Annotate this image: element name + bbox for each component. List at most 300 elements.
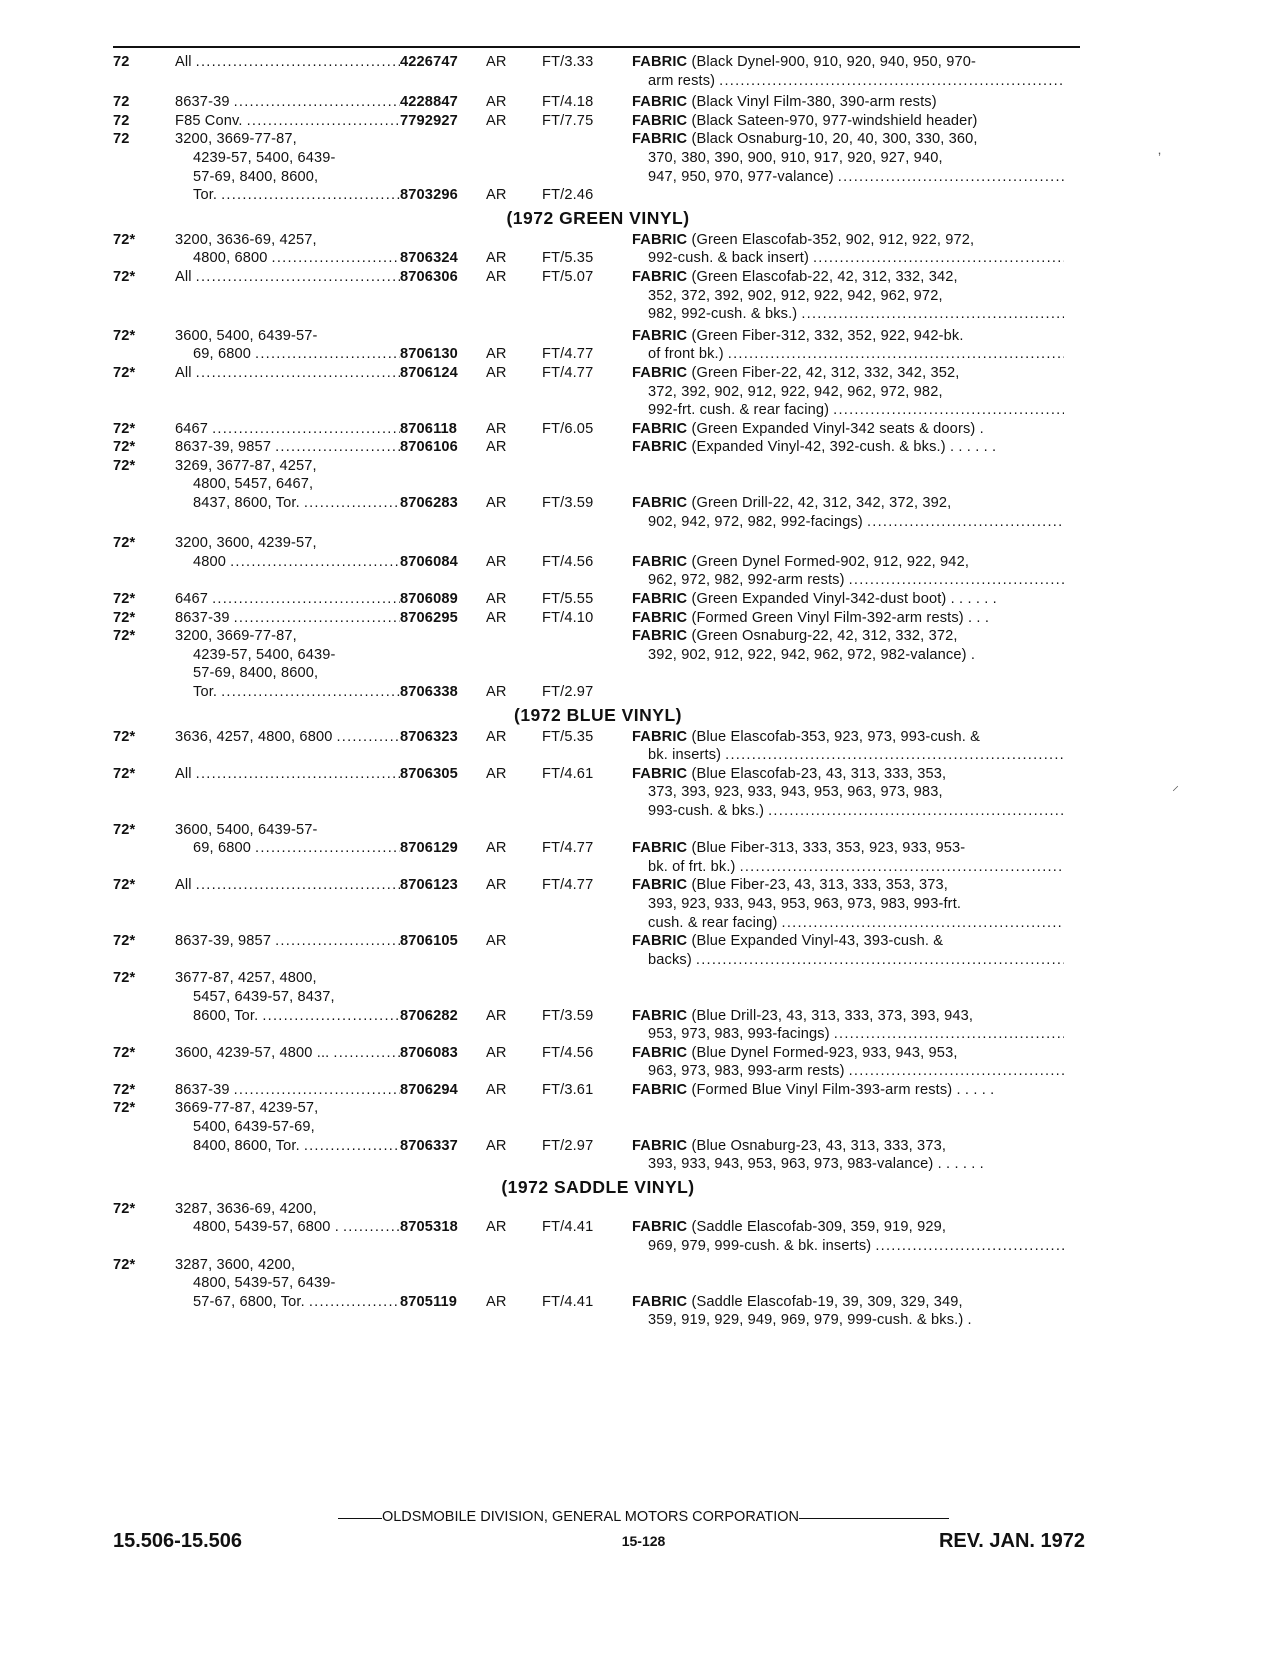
- leader-dots: [192, 268, 400, 287]
- part-number: [400, 821, 486, 858]
- description-text: (Green Elascofab-352, 902, 912, 922, 972,: [687, 231, 975, 248]
- parts-row: [113, 932, 1083, 969]
- description-text: of front bk.): [648, 346, 724, 363]
- part-description: [632, 364, 1064, 420]
- part-number: [400, 609, 486, 628]
- part-number: [400, 876, 486, 895]
- parts-row: [113, 53, 1083, 90]
- description-keyword: FABRIC: [632, 609, 688, 626]
- model-text: 3287, 3600, 4200,: [175, 1256, 296, 1273]
- description-text: (Formed Green Vinyl Film-392-arm rests) . . .: [687, 609, 990, 626]
- unit-price-value: FT/5.35: [542, 728, 594, 745]
- description-text: (Formed Blue Vinyl Film-393-arm rests) . . . . .: [687, 1081, 995, 1098]
- description-text: 969, 979, 999-cush. & bk. inserts): [648, 1238, 872, 1255]
- description-line: [632, 1256, 1064, 1275]
- model-line: [175, 457, 400, 476]
- part-description: [632, 534, 1064, 590]
- parts-row: [113, 1081, 1083, 1100]
- model-line: [175, 364, 400, 383]
- description-line: [632, 231, 1064, 250]
- part-number-value: 8706294: [400, 1081, 458, 1098]
- description-line: [632, 1218, 1064, 1237]
- description-text: (Saddle Elascofab-19, 39, 309, 329, 349,: [687, 1293, 963, 1310]
- part-number: [400, 590, 486, 609]
- description-keyword: FABRIC: [632, 112, 688, 129]
- model-numbers: [175, 1081, 400, 1100]
- model-text: 8637-39, 9857: [175, 439, 272, 456]
- model-numbers: [175, 609, 400, 628]
- part-number-value: 8703296: [400, 187, 458, 204]
- model-text: 3600, 5400, 6439-57-: [175, 327, 318, 344]
- description-line: [632, 438, 1064, 457]
- description-line: [632, 149, 1064, 168]
- part-description: [632, 327, 1064, 364]
- unit-price-value: FT/5.35: [542, 250, 594, 267]
- unit-price-value: FT/3.59: [542, 495, 594, 512]
- part-number: [400, 1044, 486, 1063]
- description-text: 392, 902, 912, 922, 942, 962, 972, 982-valance) .: [648, 646, 976, 663]
- model-numbers: [175, 457, 400, 513]
- model-text: 57-67, 6800, Tor.: [193, 1293, 305, 1310]
- leader-dots: [863, 513, 1064, 532]
- part-description: [632, 1081, 1064, 1100]
- model-numbers: [175, 1099, 400, 1155]
- part-number: [400, 932, 486, 951]
- unit-price-value: FT/5.55: [542, 591, 594, 608]
- part-description: [632, 627, 1064, 664]
- unit-price-value: FT/3.59: [542, 1007, 594, 1024]
- model-text: All: [175, 268, 192, 285]
- parts-row: [113, 728, 1083, 765]
- leader-dots: [871, 1237, 1064, 1256]
- model-year: 72*: [113, 535, 136, 552]
- description-keyword: FABRIC: [632, 268, 688, 285]
- part-description: [632, 876, 1064, 932]
- quantity: [486, 728, 542, 747]
- description-line: [632, 932, 1064, 951]
- description-line: [632, 914, 1064, 933]
- unit-price: [542, 765, 632, 784]
- section-heading: (1972 GREEN VINYL): [506, 207, 690, 228]
- part-number: [400, 420, 486, 439]
- description-text: 359, 919, 929, 949, 969, 979, 999-cush. & bks.) .: [648, 1312, 972, 1329]
- description-line: [632, 130, 1064, 149]
- leader-dots: [736, 858, 1064, 877]
- quantity-value: AR: [486, 840, 507, 857]
- model-line: [175, 646, 400, 665]
- quantity-value: AR: [486, 54, 507, 70]
- model-line: [175, 268, 400, 287]
- footer-company: [0, 1509, 1287, 1525]
- parts-row: [113, 590, 1083, 609]
- model-line: [175, 1293, 400, 1312]
- description-text: 372, 392, 902, 912, 922, 942, 962, 972, 982,: [648, 383, 943, 400]
- quantity: [486, 609, 542, 628]
- model-line: [175, 839, 400, 858]
- model-text: 8437, 8600, Tor.: [193, 495, 300, 512]
- description-text: (Blue Fiber-23, 43, 313, 333, 353, 373,: [687, 877, 948, 894]
- leader-dots: [258, 1007, 400, 1026]
- description-line: [632, 475, 1064, 494]
- model-text: 4800, 5439-57, 6439-: [193, 1275, 336, 1292]
- description-text: (Green Drill-22, 42, 312, 342, 372, 392,: [687, 495, 952, 512]
- model-text: 69, 6800: [193, 840, 252, 857]
- model-year: 72*: [113, 970, 136, 987]
- description-line: [632, 1293, 1064, 1312]
- part-description: [632, 1200, 1064, 1256]
- unit-price-value: FT/4.77: [542, 877, 594, 894]
- description-line: [632, 609, 1064, 628]
- leader-dots: [226, 553, 400, 572]
- parts-list: [113, 53, 1083, 1330]
- parts-row: [113, 457, 1083, 531]
- model-text: 3200, 3669-77-87,: [175, 628, 297, 645]
- part-number: [400, 1081, 486, 1100]
- description-line: [632, 345, 1064, 364]
- leader-dots: [845, 1062, 1064, 1081]
- quantity: [486, 112, 542, 131]
- quantity: [486, 765, 542, 784]
- model-line: [175, 112, 400, 131]
- description-keyword: FABRIC: [632, 933, 688, 950]
- part-description: [632, 53, 1064, 90]
- section-number: 15.506-15.506: [113, 1530, 243, 1552]
- leader-dots: [300, 1137, 400, 1156]
- unit-price: [542, 1044, 632, 1063]
- model-text: 4239-57, 5400, 6439-: [193, 149, 336, 166]
- model-numbers: [175, 534, 400, 571]
- model-line: [175, 590, 400, 609]
- model-numbers: [175, 728, 400, 747]
- model-text: 5400, 6439-57-69,: [193, 1119, 315, 1136]
- description-text: (Blue Drill-23, 43, 313, 333, 373, 393, 943,: [687, 1007, 974, 1024]
- page-number: 15-128: [621, 1533, 666, 1549]
- model-line: [175, 1081, 400, 1100]
- description-line: [632, 93, 1064, 112]
- unit-price: [542, 1256, 632, 1312]
- model-numbers: [175, 327, 400, 364]
- description-keyword: FABRIC: [632, 765, 688, 782]
- description-line: [632, 988, 1064, 1007]
- model-year: 72*: [113, 1044, 136, 1061]
- model-year: 72*: [113, 457, 136, 474]
- unit-price: [542, 268, 632, 287]
- part-number-value: 8706084: [400, 553, 458, 570]
- quantity-value: AR: [486, 1293, 507, 1310]
- model-year: 72*: [113, 420, 136, 437]
- quantity: [486, 821, 542, 858]
- description-line: [632, 1007, 1064, 1026]
- parts-row: [113, 231, 1083, 268]
- description-keyword: FABRIC: [632, 840, 688, 857]
- unit-price-value: FT/4.56: [542, 553, 594, 570]
- model-text: 3200, 3636-69, 4257,: [175, 231, 317, 248]
- model-year: 72*: [113, 439, 136, 456]
- leader-dots: [764, 802, 1064, 821]
- description-text: 947, 950, 970, 977-valance): [648, 168, 834, 185]
- description-keyword: FABRIC: [632, 364, 688, 381]
- leader-dots: [333, 728, 401, 747]
- description-line: [632, 327, 1064, 346]
- part-number-value: 8706323: [400, 728, 458, 745]
- model-text: All: [175, 765, 192, 782]
- parts-row: [113, 1200, 1083, 1256]
- parts-row: [113, 420, 1083, 439]
- unit-price: [542, 1081, 632, 1100]
- description-line: [632, 1311, 1064, 1330]
- description-line: [632, 1044, 1064, 1063]
- quantity-value: AR: [486, 1081, 507, 1098]
- quantity: [486, 420, 542, 439]
- quantity: [486, 590, 542, 609]
- part-description: [632, 1099, 1064, 1173]
- quantity: [486, 932, 542, 951]
- quantity-value: AR: [486, 250, 507, 267]
- model-line: [175, 420, 400, 439]
- model-line: [175, 534, 400, 553]
- part-number: [400, 268, 486, 287]
- model-line: [175, 1200, 400, 1219]
- quantity-value: AR: [486, 187, 507, 204]
- part-number-value: 4226747: [400, 54, 458, 70]
- unit-price: [542, 821, 632, 858]
- leader-dots: [834, 168, 1064, 187]
- part-description: [632, 231, 1064, 268]
- leader-dots: [329, 1044, 400, 1063]
- description-line: [632, 494, 1064, 513]
- model-text: 3269, 3677-87, 4257,: [175, 457, 317, 474]
- unit-price: [542, 420, 632, 439]
- part-number: [400, 1200, 486, 1237]
- quantity: [486, 1256, 542, 1312]
- unit-price: [542, 969, 632, 1025]
- unit-price-value: FT/4.61: [542, 765, 594, 782]
- part-number: [400, 457, 486, 513]
- part-number: [400, 627, 486, 701]
- model-line: [175, 53, 400, 72]
- parts-row: [113, 1044, 1083, 1081]
- description-line: [632, 1025, 1064, 1044]
- model-year: 72*: [113, 877, 136, 894]
- description-keyword: FABRIC: [632, 877, 688, 894]
- quantity: [486, 457, 542, 513]
- leader-dots: [230, 609, 400, 628]
- description-keyword: FABRIC: [632, 54, 688, 70]
- description-line: [632, 457, 1064, 476]
- part-description: [632, 130, 1064, 186]
- unit-price-value: FT/4.18: [542, 94, 594, 111]
- quantity: [486, 534, 542, 571]
- part-number: [400, 1256, 486, 1312]
- description-keyword: FABRIC: [632, 1044, 688, 1061]
- parts-row: [113, 327, 1083, 364]
- parts-row: [113, 268, 1083, 324]
- leader-dots: [192, 53, 400, 72]
- description-keyword: FABRIC: [632, 420, 688, 437]
- model-line: [175, 93, 400, 112]
- quantity: [486, 93, 542, 112]
- part-description: [632, 1044, 1064, 1081]
- unit-price: [542, 1200, 632, 1237]
- unit-price-value: FT/2.97: [542, 684, 594, 700]
- description-line: [632, 401, 1064, 420]
- leader-dots: [692, 951, 1064, 970]
- part-description: [632, 932, 1064, 969]
- model-line: [175, 231, 400, 250]
- description-line: [632, 728, 1064, 747]
- part-number-value: 8706089: [400, 591, 458, 608]
- description-line: [632, 112, 1064, 131]
- model-numbers: [175, 268, 400, 287]
- part-number: [400, 130, 486, 204]
- leader-dots: [778, 914, 1064, 933]
- description-text: [632, 534, 652, 553]
- description-text: (Blue Dynel Formed-923, 933, 943, 953,: [687, 1044, 958, 1061]
- description-line: [632, 1099, 1064, 1118]
- description-text: (Green Dynel Formed-902, 912, 922, 942,: [687, 553, 970, 570]
- unit-price: [542, 130, 632, 204]
- description-text: [632, 1256, 652, 1275]
- part-number-value: 8706083: [400, 1044, 458, 1061]
- part-number-value: 4228847: [400, 94, 458, 111]
- model-text: 4800, 5439-57, 6800 .: [193, 1219, 339, 1236]
- model-year: 72*: [113, 1081, 136, 1098]
- model-text: 8637-39: [175, 94, 230, 111]
- model-line: [175, 149, 400, 168]
- leader-dots: [230, 93, 400, 112]
- description-line: [632, 839, 1064, 858]
- model-numbers: [175, 93, 400, 112]
- model-line: [175, 168, 400, 187]
- model-line: [175, 438, 400, 457]
- description-line: [632, 765, 1064, 784]
- quantity-value: AR: [486, 1219, 507, 1236]
- scan-mark: ⸝: [1172, 777, 1179, 793]
- part-description: [632, 93, 1064, 112]
- unit-price-value: FT/3.33: [542, 54, 594, 70]
- leader-dots: [217, 683, 400, 702]
- model-line: [175, 475, 400, 494]
- unit-price-value: FT/4.41: [542, 1219, 594, 1236]
- model-year: 72*: [113, 1256, 136, 1273]
- model-text: All: [175, 364, 192, 381]
- model-line: [175, 345, 400, 364]
- model-numbers: [175, 364, 400, 383]
- description-text: (Black Osnaburg-10, 20, 40, 300, 330, 360,: [687, 131, 978, 148]
- quantity-value: AR: [486, 495, 507, 512]
- description-keyword: FABRIC: [632, 327, 688, 344]
- part-number-value: 8706106: [400, 439, 458, 456]
- section-heading: (1972 SADDLE VINYL): [501, 1176, 695, 1197]
- description-line: [632, 1274, 1064, 1293]
- model-line: [175, 1274, 400, 1293]
- description-text: (Black Vinyl Film-380, 390-arm rests): [687, 94, 937, 111]
- part-description: [632, 821, 1064, 877]
- part-number-value: 8706283: [400, 495, 458, 512]
- model-text: 8637-39, 9857: [175, 933, 272, 950]
- description-text: 393, 933, 943, 953, 963, 973, 983-valance) . . . . . .: [648, 1156, 984, 1173]
- part-description: [632, 1256, 1064, 1330]
- unit-price-value: FT/4.10: [542, 609, 594, 626]
- quantity-value: AR: [486, 1007, 507, 1024]
- description-line: [632, 1200, 1064, 1219]
- model-numbers: [175, 590, 400, 609]
- model-numbers: [175, 130, 400, 204]
- leader-dots: [192, 876, 400, 895]
- model-text: 57-69, 8400, 8600,: [193, 168, 319, 185]
- description-text: (Black Dynel-900, 910, 920, 940, 950, 970-: [687, 54, 977, 70]
- description-text: 993-cush. & bks.): [648, 802, 765, 819]
- unit-price-value: FT/4.77: [542, 364, 594, 381]
- model-numbers: [175, 876, 400, 895]
- model-year: 72*: [113, 821, 136, 838]
- description-line: [632, 1062, 1064, 1081]
- model-text: 4800: [193, 553, 227, 570]
- part-number-value: 7792927: [400, 112, 458, 129]
- description-text: 982, 992-cush. & bks.): [648, 306, 798, 323]
- leader-dots: [809, 249, 1064, 268]
- part-number: [400, 231, 486, 268]
- model-line: [175, 932, 400, 951]
- model-text: 8600, Tor.: [193, 1007, 259, 1024]
- description-text: (Blue Elascofab-353, 923, 973, 993-cush. &: [687, 728, 981, 745]
- description-line: [632, 268, 1064, 287]
- description-text: [632, 1099, 652, 1118]
- part-description: [632, 590, 1064, 609]
- description-line: [632, 895, 1064, 914]
- model-text: 8637-39: [175, 1081, 230, 1098]
- description-line: [632, 1155, 1064, 1174]
- parts-row: [113, 876, 1083, 932]
- parts-row: [113, 1099, 1083, 1173]
- unit-price: [542, 627, 632, 701]
- model-line: [175, 1137, 400, 1156]
- unit-price-value: FT/3.61: [542, 1081, 594, 1098]
- section-heading: (1972 BLUE VINYL): [514, 704, 682, 725]
- quantity: [486, 1044, 542, 1063]
- description-line: [632, 746, 1064, 765]
- part-number-value: 8706295: [400, 609, 458, 626]
- unit-price: [542, 93, 632, 112]
- quantity-value: AR: [486, 684, 507, 700]
- model-text: 5457, 6439-57, 8437,: [193, 988, 335, 1005]
- leader-dots: [243, 112, 400, 131]
- description-text: bk. inserts): [648, 747, 722, 764]
- part-number-value: 8706282: [400, 1007, 458, 1024]
- unit-price-value: FT/4.77: [542, 346, 594, 363]
- model-numbers: [175, 627, 400, 701]
- description-text: 953, 973, 983, 993-facings): [648, 1026, 830, 1043]
- description-text: 370, 380, 390, 900, 910, 917, 920, 927, 940,: [648, 149, 943, 166]
- parts-row: [113, 969, 1083, 1043]
- description-keyword: FABRIC: [632, 1219, 688, 1236]
- description-keyword: FABRIC: [632, 94, 688, 111]
- parts-row: [113, 438, 1083, 457]
- model-text: 3636, 4257, 4800, 6800: [175, 728, 333, 745]
- part-number: [400, 728, 486, 747]
- part-description: [632, 969, 1064, 1043]
- model-line: [175, 186, 400, 205]
- part-number: [400, 1099, 486, 1155]
- parts-row: [113, 364, 1083, 420]
- part-number-value: 8706324: [400, 250, 458, 267]
- quantity-value: AR: [486, 728, 507, 745]
- description-text: [632, 1200, 652, 1219]
- description-keyword: FABRIC: [632, 591, 688, 608]
- unit-price-value: FT/4.77: [542, 840, 594, 857]
- unit-price: [542, 327, 632, 364]
- description-text: (Green Fiber-312, 332, 352, 922, 942-bk.: [687, 327, 964, 344]
